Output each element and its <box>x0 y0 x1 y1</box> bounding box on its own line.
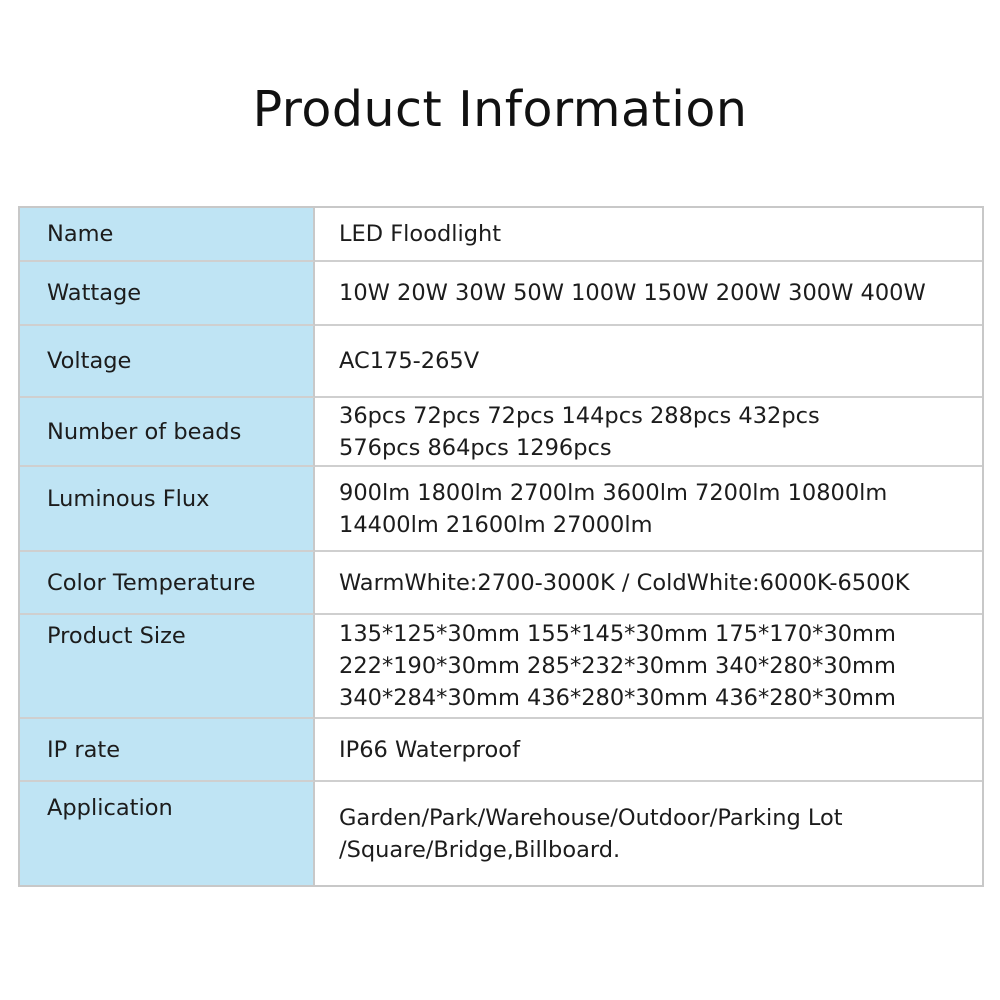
spec-value-wattage <box>315 262 982 326</box>
spec-value-line: 10W 20W 30W 50W 100W 150W 200W 300W 400W <box>339 280 926 306</box>
spec-label-luminous-flux: Luminous Flux <box>20 467 315 552</box>
spec-value-line: 36pcs 72pcs 72pcs 144pcs 288pcs 432pcs <box>339 402 820 429</box>
spec-label-application: Application <box>20 782 315 885</box>
spec-label-voltage: Voltage <box>20 326 315 398</box>
spec-value-line: 576pcs 864pcs 1296pcs <box>339 434 612 461</box>
spec-label-name: Name <box>20 208 315 262</box>
spec-value-line: 14400lm 21600lm 27000lm <box>339 511 653 538</box>
spec-value-ip-rate <box>315 719 982 782</box>
spec-value-line: WarmWhite:2700-3000K / ColdWhite:6000K-6500K <box>339 569 910 596</box>
spec-value-line: IP66 Waterproof <box>339 736 520 763</box>
spec-label-wattage: Wattage <box>20 262 315 326</box>
spec-label-ip-rate: IP rate <box>20 719 315 782</box>
spec-label-beads: Number of beads <box>20 398 315 467</box>
spec-value-line: AC175-265V <box>339 348 480 374</box>
spec-value-name <box>315 208 982 262</box>
spec-value-color-temperature <box>315 552 982 615</box>
spec-value-line: 222*190*30mm 285*232*30mm 340*280*30mm <box>339 653 896 679</box>
spec-value-beads <box>315 398 982 467</box>
spec-value-line: 340*284*30mm 436*280*30mm 436*280*30mm <box>339 685 896 711</box>
spec-value-line: Garden/Park/Warehouse/Outdoor/Parking Lot <box>339 804 843 831</box>
spec-value-line: 135*125*30mm 155*145*30mm 175*170*30mm <box>339 621 896 647</box>
spec-value-line: 900lm 1800lm 2700lm 3600lm 7200lm 10800lm <box>339 479 888 506</box>
spec-value-line: LED Floodlight <box>339 221 502 247</box>
page-title: Product Information <box>252 81 748 138</box>
spec-value-line: /Square/Bridge,Billboard. <box>339 836 621 863</box>
spec-value-product-size <box>315 615 982 719</box>
spec-value-voltage <box>315 326 982 398</box>
spec-label-color-temperature: Color Temperature <box>20 552 315 615</box>
spec-table <box>18 206 984 887</box>
spec-value-application <box>315 782 982 885</box>
spec-value-luminous-flux <box>315 467 982 552</box>
spec-label-product-size: Product Size <box>20 615 315 719</box>
